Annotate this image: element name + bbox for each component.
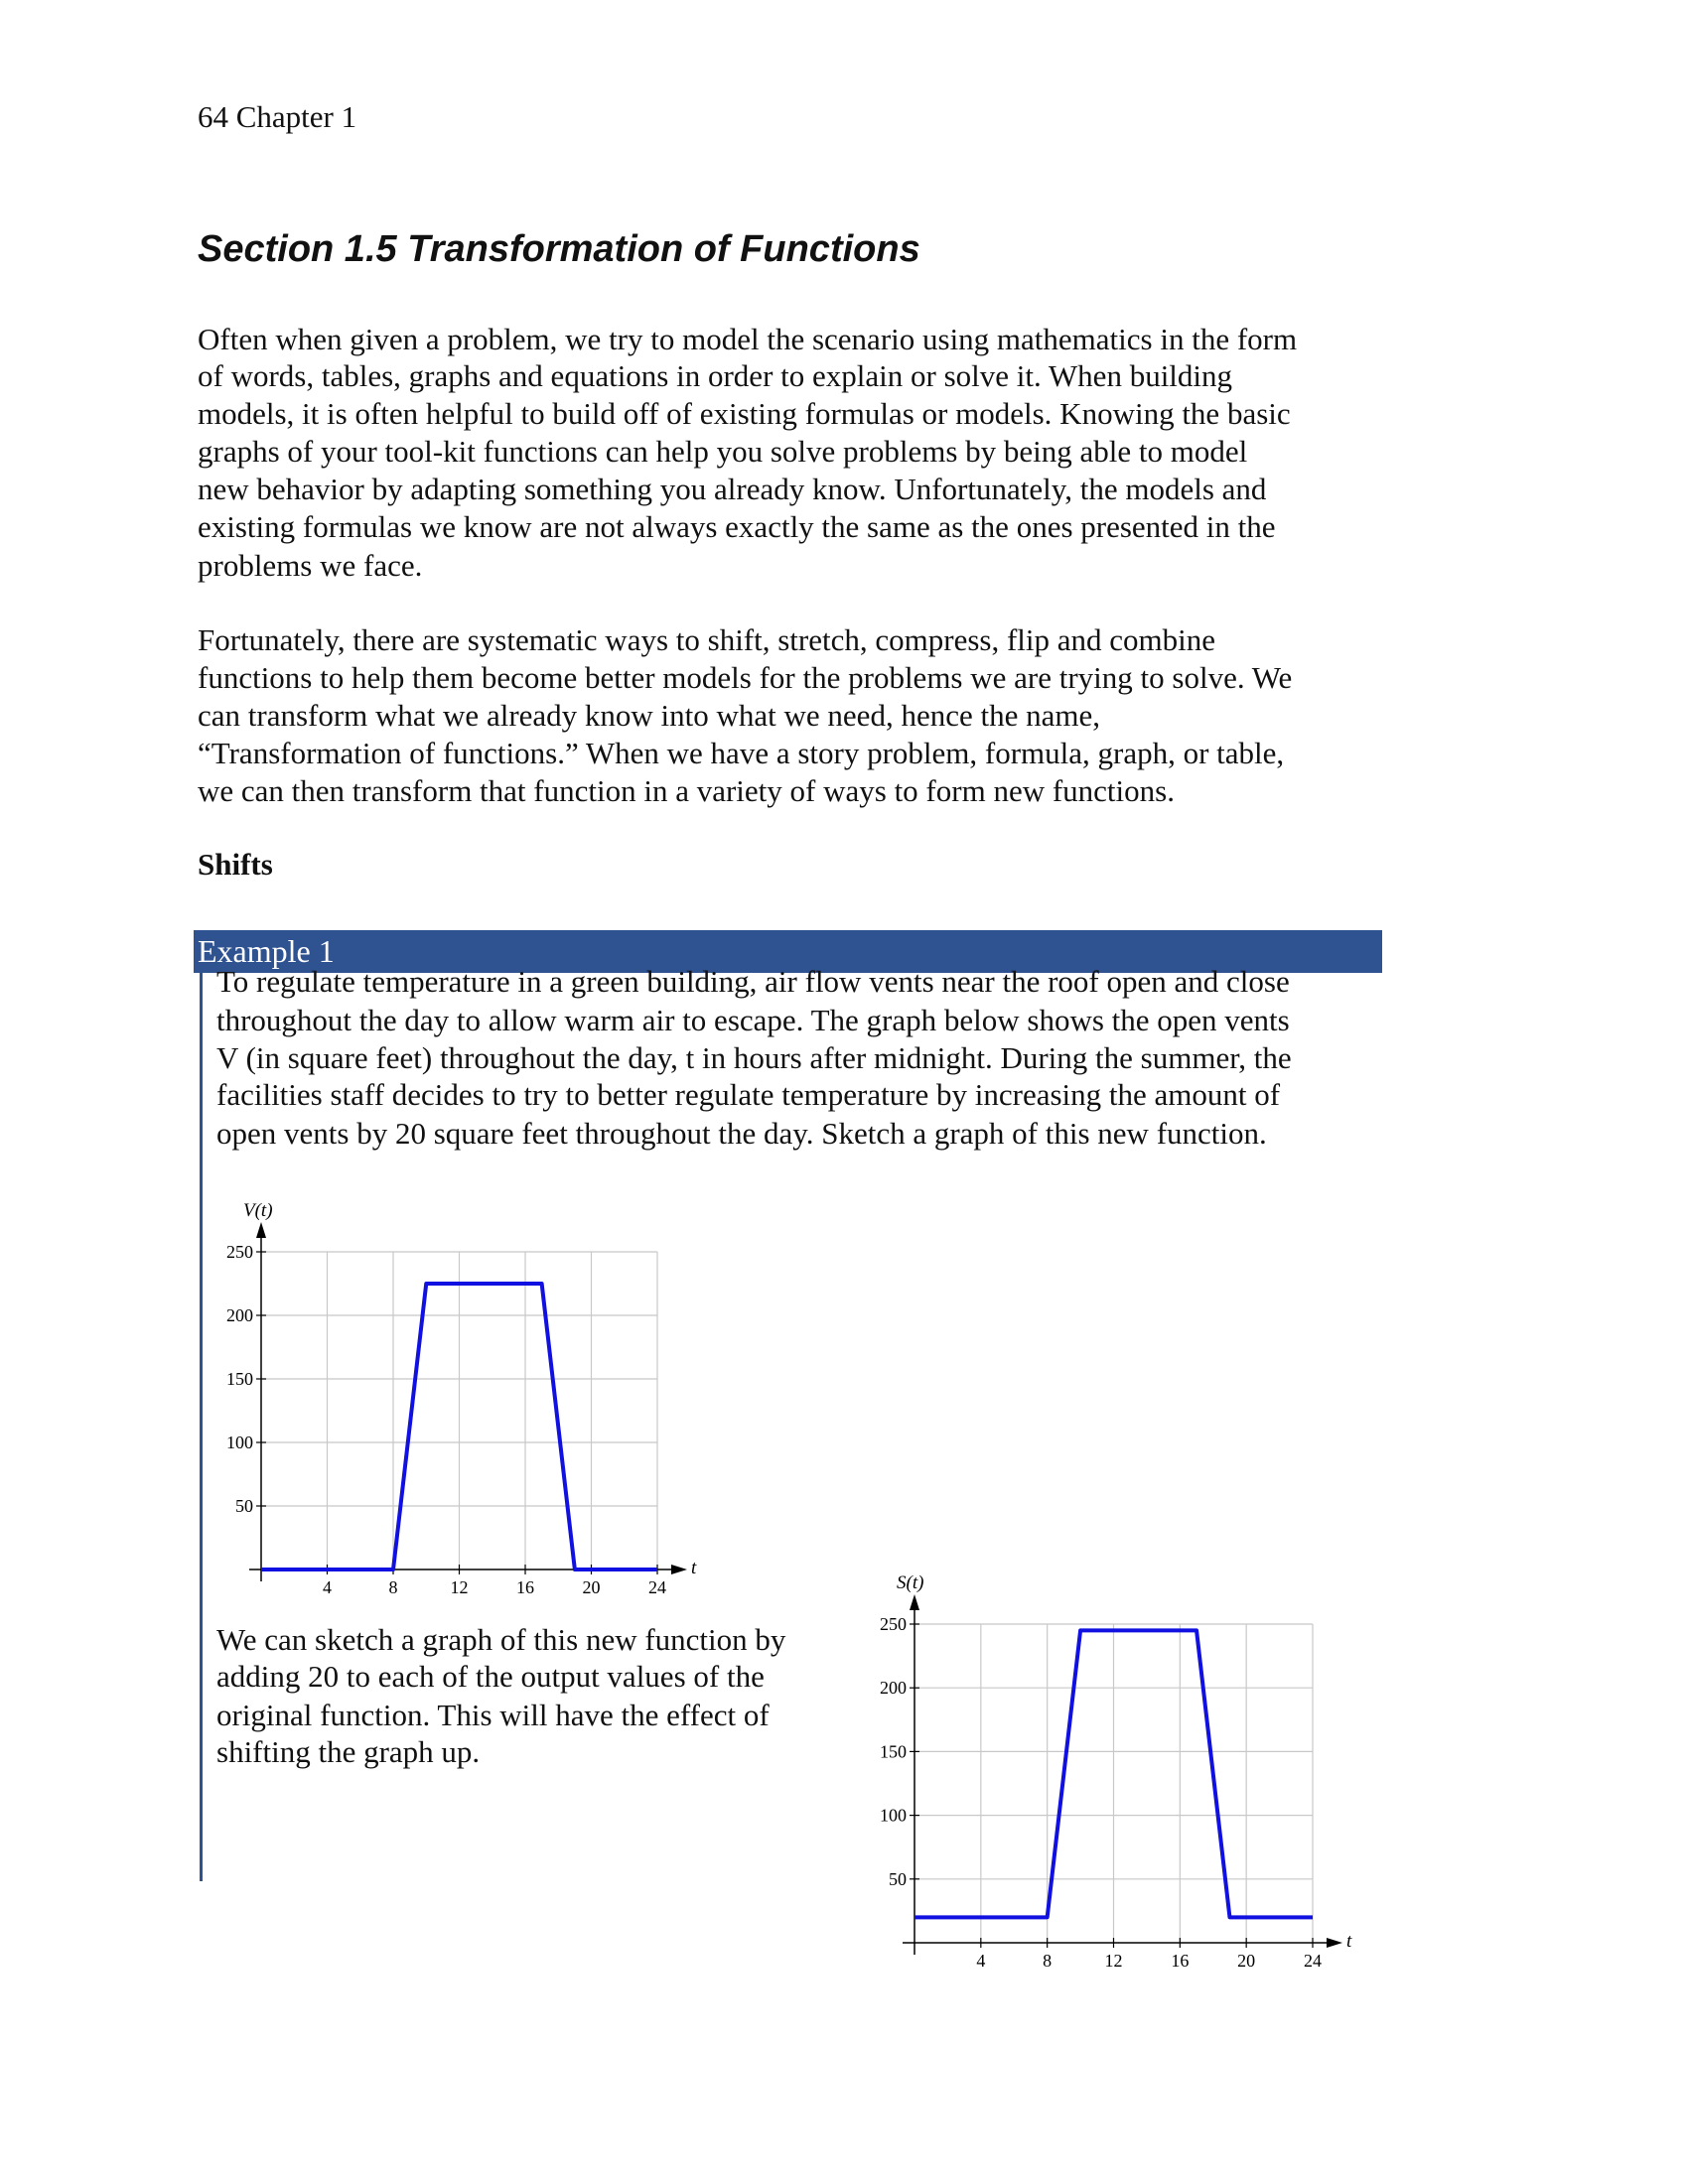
y-tick-label: 100 [880, 1805, 907, 1826]
text-line: We can sketch a graph of this new function by [216, 1622, 786, 1657]
x-tick-label: 8 [1043, 1951, 1053, 1971]
x-tick-label: 20 [582, 1577, 601, 1597]
text-line: Fortunately, there are systematic ways to shift, stretch, compress, flip and combine [198, 622, 1216, 657]
y-tick-label: 200 [226, 1305, 253, 1325]
text-line: functions to help them become better models for the problems we are trying to solve. We [198, 660, 1293, 695]
text-line: “Transformation of functions.” When we have a story problem, formula, graph, or table, [198, 736, 1285, 770]
chart-2 [880, 1572, 1352, 1971]
y-tick-label: 250 [880, 1614, 907, 1634]
text-line: throughout the day to allow warm air to escape. The graph below shows the open vents [216, 1003, 1290, 1037]
chart-1 [226, 1200, 697, 1597]
x-tick-label: 16 [516, 1577, 534, 1597]
y-tick-label: 150 [880, 1741, 907, 1762]
y-axis-arrow-icon [910, 1594, 919, 1610]
text-line: graphs of your tool-kit functions can help you solve problems by being able to model [198, 434, 1248, 469]
x-tick-label: 12 [1104, 1951, 1123, 1971]
text-line: can transform what we already know into what we need, hence the name, [198, 698, 1100, 733]
y-tick-label: 250 [226, 1242, 253, 1262]
x-axis-arrow-icon [671, 1565, 687, 1574]
x-tick-label: 4 [976, 1951, 986, 1971]
y-tick-label: 50 [889, 1868, 907, 1889]
y-tick-label: 50 [235, 1496, 253, 1516]
text-line: new behavior by adapting something you already know. Unfortunately, the models and [198, 472, 1267, 506]
text-line: of words, tables, graphs and equations in order to explain or solve it. When building [198, 358, 1233, 393]
text-line: open vents by 20 square feet throughout the day. Sketch a graph of this new function. [216, 1116, 1267, 1151]
y-tick-label: 200 [880, 1678, 907, 1699]
text-line: V (in square feet) throughout the day, t in hours after midnight. During the summer, the [216, 1040, 1292, 1075]
x-axis-label: t [1346, 1931, 1352, 1952]
x-tick-label: 24 [1304, 1951, 1322, 1971]
x-tick-label: 8 [388, 1577, 398, 1597]
text-line: Often when given a problem, we try to model the scenario using mathematics in the form [198, 322, 1298, 356]
y-axis-label: V(t) [243, 1200, 273, 1221]
x-tick-label: 16 [1171, 1951, 1190, 1971]
y-axis-arrow-icon [256, 1222, 266, 1238]
y-tick-label: 150 [226, 1369, 253, 1389]
text-line: existing formulas we know are not always exactly the same as the ones presented in the [198, 509, 1276, 544]
x-tick-label: 24 [648, 1577, 666, 1597]
x-axis-label: t [691, 1558, 697, 1578]
text-line: shifting the graph up. [216, 1734, 481, 1769]
text-line: models, it is often helpful to build off of existing formulas or models. Knowing the basic [198, 396, 1291, 431]
text-line: problems we face. [198, 548, 423, 583]
running-header: 64 Chapter 1 [198, 99, 357, 134]
text-line: original function. This will have the effect of [216, 1698, 770, 1732]
subheading-shifts: Shifts [198, 847, 273, 882]
x-tick-label: 20 [1237, 1951, 1256, 1971]
text-line: To regulate temperature in a green building, air flow vents near the roof open and close [216, 964, 1290, 999]
section-title: Section 1.5 Transformation of Functions [198, 228, 920, 270]
example-label: Example 1 [198, 933, 335, 969]
y-axis-label: S(t) [897, 1572, 924, 1593]
x-tick-label: 4 [323, 1577, 332, 1597]
x-tick-label: 12 [450, 1577, 469, 1597]
x-axis-arrow-icon [1327, 1938, 1342, 1948]
text-line: adding 20 to each of the output values of the [216, 1659, 765, 1694]
text-line: facilities staff decides to try to better regulate temperature by increasing the amount of [216, 1077, 1281, 1112]
text-line: we can then transform that function in a variety of ways to form new functions. [198, 773, 1175, 808]
y-tick-label: 100 [226, 1433, 253, 1452]
